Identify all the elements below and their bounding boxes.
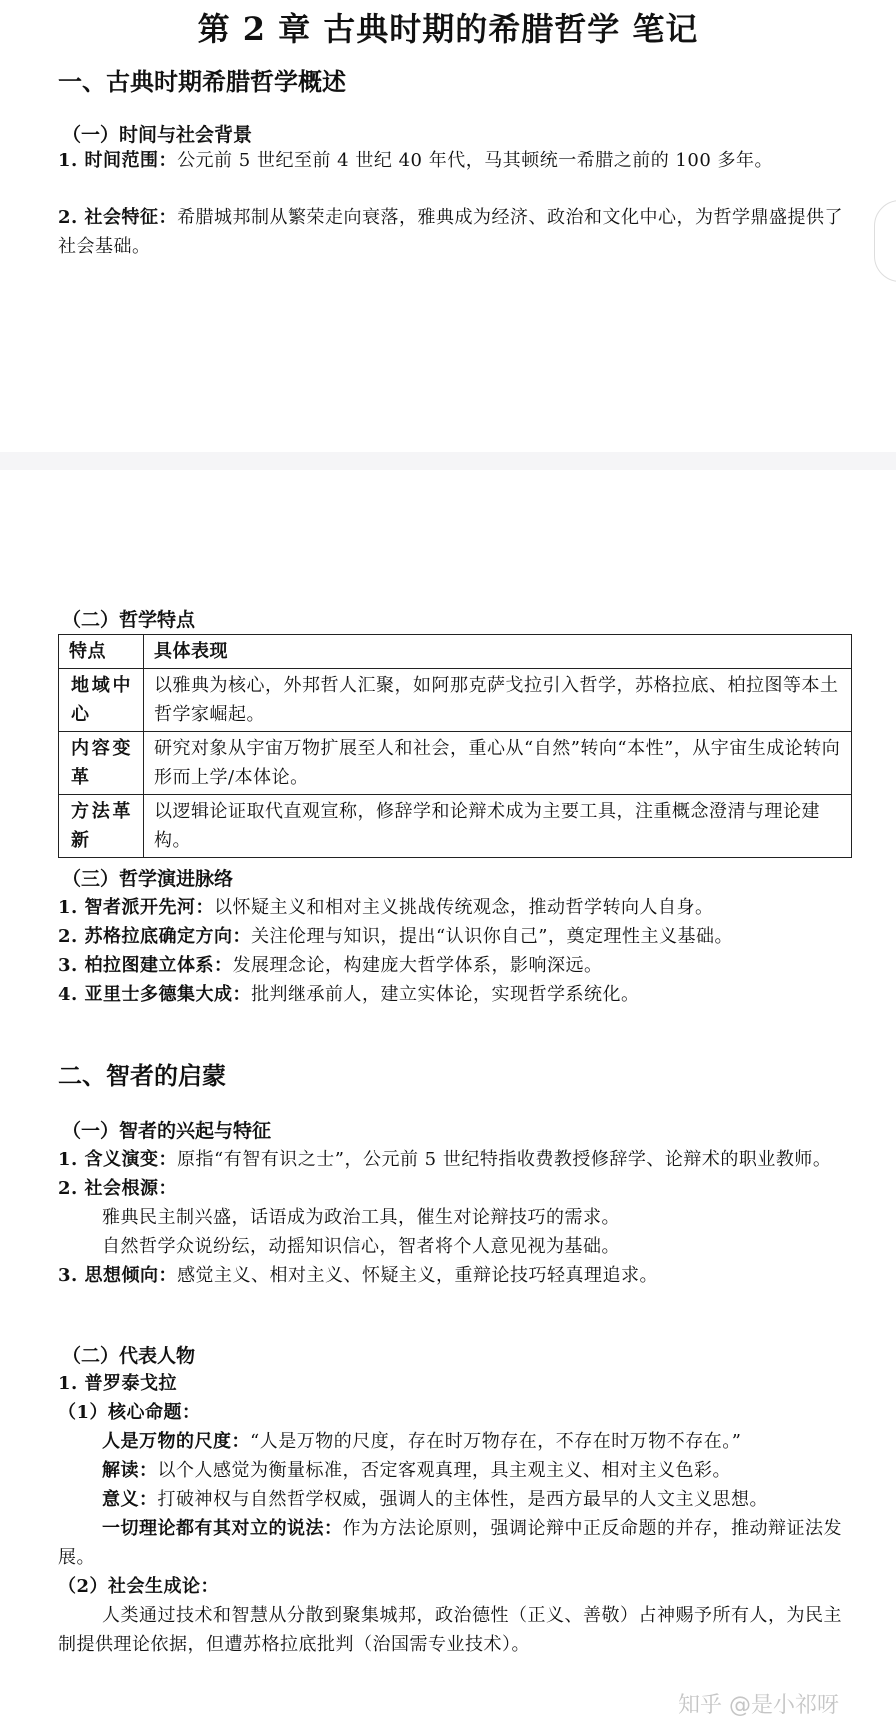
- subsection-heading-time: （一）时间与社会背景: [62, 124, 253, 146]
- text-tendency: 感觉主义、相对主义、怀疑主义，重辩论技巧轻真理追求。: [177, 1265, 659, 1286]
- section-heading-overview: 一、古典时期希腊哲学概述: [58, 67, 346, 96]
- label-tendency: 3. 思想倾向：: [58, 1265, 178, 1286]
- label-time-range: 1. 时间范围：: [58, 150, 178, 171]
- subsection-heading-evolution: （三）哲学演进脉络: [62, 868, 234, 890]
- text-meaning: 原指“有智有识之士”，公元前 5 世纪特指收费教授修辞学、论辩术的职业教师。: [177, 1149, 832, 1170]
- label-social-root: 2. 社会根源：: [58, 1178, 178, 1199]
- text-opposition: 作为方法论原则，强调论辩中正反命题的并存，推动辩证法发展。: [58, 1518, 842, 1568]
- label-meaning: 1. 含义演变：: [58, 1149, 178, 1170]
- text-social-feature: 希腊城邦制从繁荣走向衰落，雅典成为经济、政治和文化中心，为哲学鼎盛提供了社会基础。: [58, 207, 844, 257]
- table-row: [59, 732, 852, 795]
- social-generation-heading: （2）社会生成论：: [58, 1576, 220, 1597]
- list-item-label: 1. 智者派开先河：: [58, 897, 215, 918]
- table-cell-key: 地域中心: [59, 669, 144, 732]
- list-item-text: 以怀疑主义和相对主义挑战传统观念，推动哲学转向人自身。: [214, 897, 714, 918]
- paragraph-significance: [58, 1485, 858, 1514]
- paragraph-opposition: [58, 1514, 858, 1572]
- table-cell-text: 以逻辑论证取代直观宣称，修辞学和论辩术成为主要工具，注重概念澄清与理论建构。: [144, 795, 852, 858]
- text-measure: “人是万物的尺度，存在时万物存在，不存在时万物不存在。”: [250, 1431, 742, 1452]
- paragraph-meaning: [58, 1145, 858, 1174]
- list-item: [58, 980, 858, 1009]
- text-social-root-2: 自然哲学众说纷纭，动摇知识信心，智者将个人意见视为基础。: [102, 1236, 620, 1257]
- list-item-label: 3. 柏拉图建立体系：: [58, 955, 233, 976]
- label-opposition: 一切理论都有其对立的说法：: [102, 1518, 343, 1539]
- subsection-heading-rise: （一）智者的兴起与特征: [62, 1120, 272, 1142]
- label-measure: 人是万物的尺度：: [102, 1431, 250, 1452]
- table-cell-text: 以雅典为核心，外邦哲人汇聚，如阿那克萨戈拉引入哲学，苏格拉底、柏拉图等本土哲学家崛起。: [144, 669, 852, 732]
- paragraph-social-feature: [58, 203, 858, 261]
- table-header-detail: 具体表现: [144, 635, 852, 669]
- scroll-handle[interactable]: [874, 200, 896, 282]
- list-item: [58, 951, 858, 980]
- person-name: 1. 普罗泰戈拉: [58, 1373, 178, 1394]
- paragraph-measure: [58, 1427, 858, 1456]
- text-time-range: 公元前 5 世纪至前 4 世纪 40 年代，马其顿统一希腊之前的 100 多年。: [177, 150, 773, 171]
- figures-content: [58, 1369, 858, 1659]
- evolution-list: [58, 893, 858, 1009]
- sophists-rise-content: [58, 1145, 858, 1290]
- text-social-root-1: 雅典民主制兴盛，话语成为政治工具，催生对论辩技巧的需求。: [102, 1207, 620, 1228]
- paragraph-interpretation: [58, 1456, 858, 1485]
- table-cell-key: 内容变革: [59, 732, 144, 795]
- table-cell-text: 研究对象从宇宙万物扩展至人和社会，重心从“自然”转向“本性”，从宇宙生成论转向形而上学/本体论。: [144, 732, 852, 795]
- subsection-heading-features: （二）哲学特点: [62, 609, 196, 631]
- table-header-row: [59, 635, 852, 669]
- list-item-text: 关注伦理与知识，提出“认识你自己”，奠定理性主义基础。: [251, 926, 733, 947]
- table-row: [59, 795, 852, 858]
- page-gap-divider: [0, 452, 896, 470]
- list-item: [58, 893, 858, 922]
- label-significance: 意义：: [102, 1489, 158, 1510]
- text-significance: 打破神权与自然哲学权威，强调人的主体性，是西方最早的人文主义思想。: [157, 1489, 768, 1510]
- section-heading-sophists: 二、智者的启蒙: [58, 1061, 226, 1090]
- core-proposition-heading: （1）核心命题：: [58, 1402, 201, 1423]
- list-item-text: 批判继承前人，建立实体论，实现哲学系统化。: [251, 984, 640, 1005]
- paragraph-time-range: [58, 146, 858, 175]
- text-social-generation: 人类通过技术和智慧从分散到聚集城邦，政治德性（正义、善敬）占神赐予所有人，为民主制提供理论依据，但遭苏格拉底批判（治国需专业技术）。: [58, 1605, 842, 1655]
- document-title: 第 2 章 古典时期的希腊哲学 笔记: [197, 10, 699, 48]
- paragraph-tendency: [58, 1261, 858, 1290]
- subsection-heading-figures: （二）代表人物: [62, 1345, 196, 1367]
- list-item-label: 2. 苏格拉底确定方向：: [58, 926, 252, 947]
- label-interpretation: 解读：: [102, 1460, 158, 1481]
- watermark: 知乎 @是小祁呀: [678, 1693, 839, 1718]
- list-item: [58, 922, 858, 951]
- features-table: [58, 634, 852, 858]
- label-social-feature: 2. 社会特征：: [58, 207, 178, 228]
- table-header-feature: 特点: [59, 635, 144, 669]
- table-cell-key: 方法革新: [59, 795, 144, 858]
- list-item-text: 发展理念论，构建庞大哲学体系，影响深远。: [232, 955, 603, 976]
- table-row: [59, 669, 852, 732]
- list-item-label: 4. 亚里士多德集大成：: [58, 984, 252, 1005]
- text-interpretation: 以个人感觉为衡量标准，否定客观真理，具主观主义、相对主义色彩。: [157, 1460, 731, 1481]
